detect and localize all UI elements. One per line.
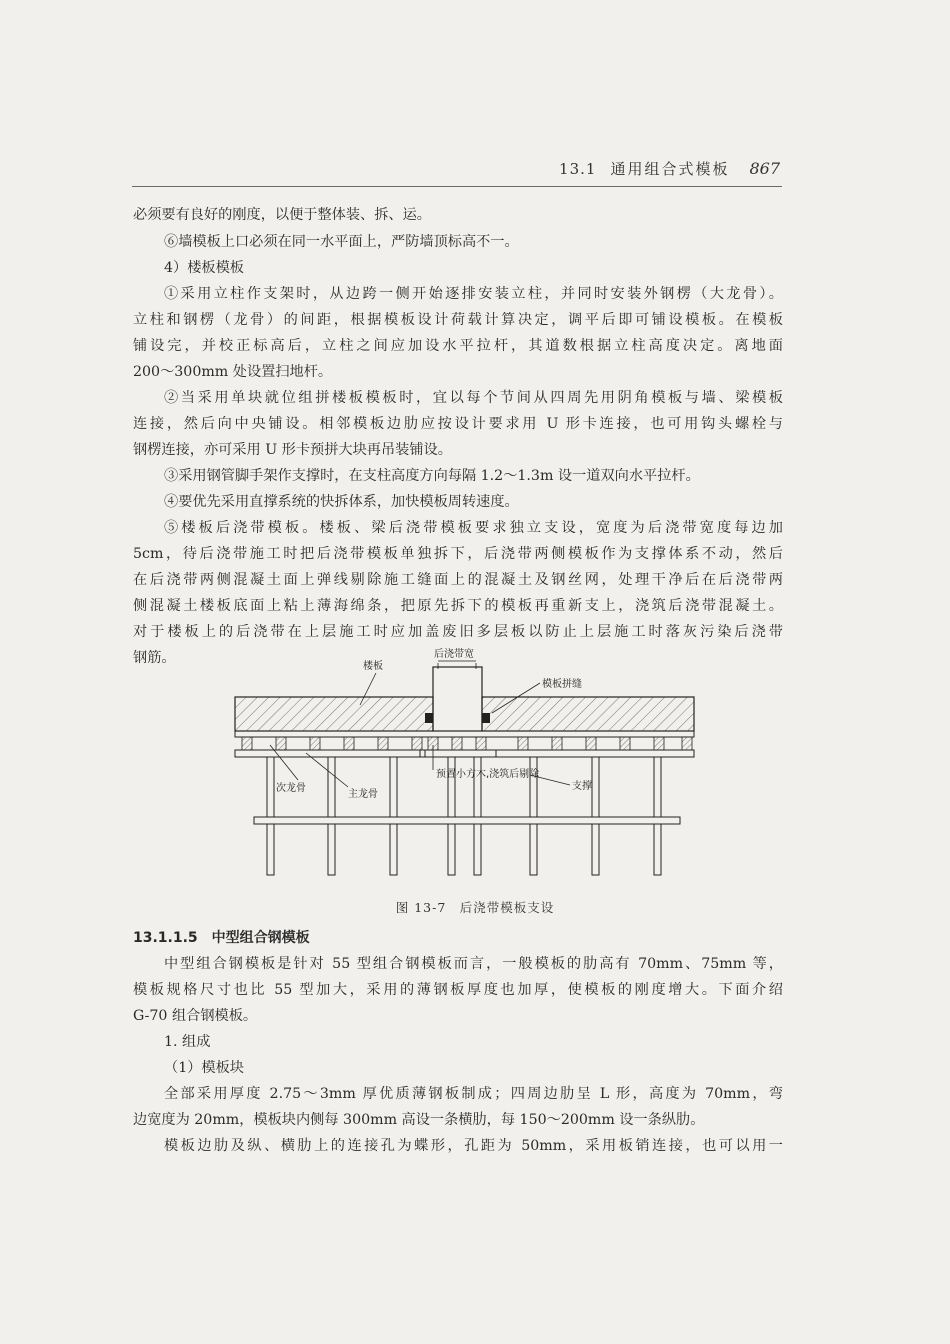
- slab-left: [235, 697, 433, 731]
- text-line: ②当采用单块就位组拼楼板模板时，宜以每个节间从四周先用阴角模板与墙、梁模板: [164, 390, 783, 406]
- text-line: 中型组合钢模板是针对 55 型组合钢模板而言，一般模板的肋高有 70mm、75mm 等，: [164, 956, 783, 972]
- header-rule: [132, 186, 782, 187]
- text-line: 侧混凝土楼板底面上粘上薄海绵条，把原先拆下的模板再重新支上，浇筑后浇带混凝土。: [133, 598, 783, 614]
- section-title: 通用组合式模板: [610, 160, 730, 178]
- main-joist-center: [420, 750, 496, 757]
- main-joist-left: [235, 750, 425, 757]
- text-line: 钢筋。: [133, 650, 176, 666]
- formwork-diagram: [230, 645, 700, 885]
- label-secondary-joist: 次龙骨: [276, 783, 306, 794]
- text-line: ⑥墙模板上口必须在同一水平面上，严防墙顶标高不一。: [164, 234, 519, 250]
- text-line: 立柱和钢楞（龙骨）的间距，根据模板设计荷载计算决定，调平后即可铺设模板。在模板: [133, 312, 783, 328]
- joint-block-left: [425, 713, 433, 723]
- text-line: ⑤楼板后浇带模板。楼板、梁后浇带模板要求独立支设，宽度为后浇带宽度每边加: [164, 520, 783, 536]
- text-line: 1. 组成: [164, 1034, 211, 1050]
- section-heading: 13.1.1.5 中型组合钢模板: [133, 930, 310, 946]
- running-header: [132, 158, 780, 179]
- main-joist-right: [496, 750, 694, 757]
- text-line: 边宽度为 20mm，模板块内侧每 300mm 高设一条横肋，每 150～200mm 设一条纵肋。: [133, 1112, 705, 1128]
- slab-right: [482, 697, 694, 731]
- section-number: 13.1: [559, 160, 597, 178]
- horizontal-tie: [254, 817, 680, 824]
- text-line: 铺设完，并校正标高后，立柱之间应加设水平拉杆，其道数根据立柱高度决定。离地面: [133, 338, 783, 354]
- text-line: 5cm，待后浇带施工时把后浇带模板单独拆下，后浇带两侧模板作为支撑体系不动，然后: [133, 546, 783, 562]
- label-slab: 楼板: [363, 661, 383, 672]
- figure-caption: 图 13-7 后浇带模板支设: [395, 900, 555, 915]
- text-line: 模板规格尺寸也比 55 型加大，采用的薄钢板厚度也加厚，使模板的刚度增大。下面介绍: [133, 982, 783, 998]
- label-timber: 预置小方木,浇筑后剔除: [436, 769, 540, 780]
- text-line: ④要优先采用直撑系统的快拆体系，加快模板周转速度。: [164, 494, 519, 510]
- label-support: 支撑: [572, 781, 592, 792]
- post-pour-strip-formwork-figure: [230, 645, 700, 885]
- label-strip-width: 后浇带宽: [434, 649, 474, 660]
- text-line: 在后浇带两侧混凝土面上弹线剔除施工缝面上的混凝土及钢丝网，处理干净后在后浇带两: [133, 572, 783, 588]
- text-line: 钢楞连接，亦可采用 U 形卡预拼大块再吊装铺设。: [133, 442, 452, 458]
- text-line: （1）模板块: [164, 1060, 244, 1076]
- text-line: 对于楼板上的后浇带在上层施工时应加盖废旧多层板以防止上层施工时落灰污染后浇带: [133, 624, 783, 640]
- text-line: G-70 组合钢模板。: [133, 1008, 258, 1024]
- text-line: 全部采用厚度 2.75～3mm 厚优质薄钢板制成；四周边肋呈 L 形，高度为 70mm，弯: [164, 1086, 783, 1102]
- joint-block-right: [482, 713, 490, 723]
- text-line: 必须要有良好的刚度，以便于整体装、拆、运。: [133, 207, 431, 223]
- text-line: ①采用立柱作支架时，从边跨一侧开始逐排安装立柱，并同时安装外钢楞（大龙骨）。: [164, 286, 783, 302]
- page-number: 867: [749, 159, 780, 178]
- post-pour-strip: [433, 667, 482, 731]
- label-formwork-joint: 模板拼缝: [542, 679, 582, 690]
- text-line: ③采用钢管脚手架作支撑时，在支柱高度方向每隔 1.2～1.3m 设一道双向水平拉杆。: [164, 468, 700, 484]
- text-line: 模板边肋及纵、横肋上的连接孔为蝶形，孔距为 50mm，采用板销连接，也可以用一: [164, 1138, 783, 1154]
- text-line: 4）楼板模板: [164, 260, 244, 276]
- secondary-joists: [242, 737, 692, 750]
- formwork-board: [235, 731, 694, 737]
- text-line: 200～300mm 处设置扫地杆。: [133, 364, 333, 380]
- text-line: 连接，然后向中央铺设。相邻模板边肋应按设计要求用 U 形卡连接，也可用钩头螺栓与: [133, 416, 783, 432]
- label-main-joist: 主龙骨: [348, 789, 378, 800]
